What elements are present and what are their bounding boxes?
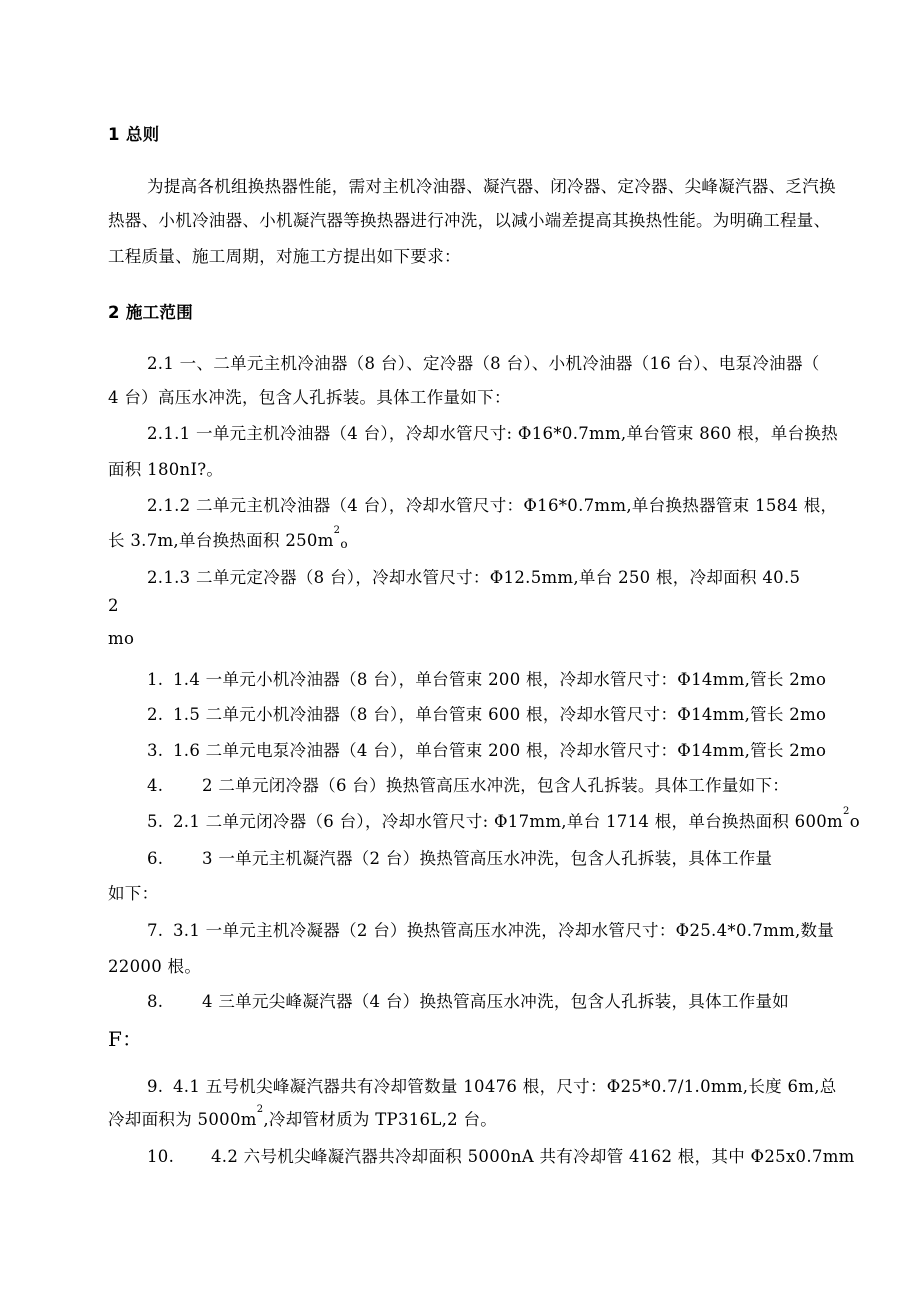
list-item: 1. 1.4 一单元小机冷油器（8 台），单台管束 200 根，冷却水管尺寸：Φ14mm,管长 2mo	[147, 670, 827, 689]
list-item-continuation: 22000 根。	[108, 957, 202, 976]
list-item: 5. 2.1 二单元闭冷器（6 台），冷却水管尺寸: Φ17mm,单台 1714 根，单台换热面积 $600m^2o$	[147, 806, 860, 831]
list-item-continuation: 冷却面积为 $5000m^2$,冷却管材质为 TP316L,2 台。	[108, 1104, 498, 1129]
paragraph-line: 热器、小机冷油器、小机凝汽器等换热器进行冲洗，以减小端差提高其换热性能。为明确工程量、	[108, 211, 831, 230]
list-item: 2. 1.5 二单元小机冷油器（8 台），单台管束 600 根，冷却水管尺寸：Φ14mm,管长 2mo	[147, 705, 827, 724]
clause-2-1-3-unit: mo	[108, 629, 135, 648]
clause-2-1-1-line: 2.1.1 一单元主机冷油器（4 台），冷却水管尺寸: Φ16*0.7mm,单台管束 860 根，单台换热	[147, 424, 838, 443]
clause-2-1-3-superscript: 2	[108, 596, 119, 615]
list-item: 3. 1.6 二单元电泵冷油器（4 台），单台管束 200 根，冷却水管尺寸：Φ14mm,管长 2mo	[147, 741, 827, 760]
clause-2-1-line: 2.1 一、二单元主机冷油器（8 台）、定冷器（8 台）、小机冷油器（16 台）、电泵冷油器（	[147, 354, 820, 373]
paragraph-line: 为提高各机组换热器性能，需对主机冷油器、凝汽器、闭冷器、定冷器、尖峰凝汽器、乏汽换	[147, 177, 836, 196]
clause-2-1-3-line: 2.1.3 二单元定冷器（8 台），冷却水管尺寸：Φ12.5mm,单台 250 根，冷却面积 40.5	[147, 568, 801, 587]
list-item: 4. 2 二单元闭冷器（6 台）换热管高压水冲洗，包含人孔拆装。具体工作量如下：	[147, 776, 790, 795]
list-item: 10. 4.2 六号机尖峰凝汽器共冷却面积 5000nA 共有冷却管 4162 根，其中 Φ25x0.7mm	[147, 1147, 855, 1166]
list-item: 8. 4 三单元尖峰凝汽器（4 台）换热管高压水冲洗，包含人孔拆装，具体工作量如	[147, 992, 790, 1011]
clause-2-1-1-line: 面积 180nI?。	[108, 460, 224, 479]
list-item: 6. 3 一单元主机凝汽器（2 台）换热管高压水冲洗，包含人孔拆装，具体工作量	[147, 849, 773, 868]
clause-2-1-2-line: 2.1.2 二单元主机冷油器（4 台），冷却水管尺寸：Φ16*0.7mm,单台换热器管束 1584 根，	[147, 496, 838, 515]
paragraph-line: 工程质量、施工周期，对施工方提出如下要求：	[108, 247, 461, 266]
list-item-continuation: F：	[108, 1027, 143, 1051]
list-item-continuation: 如下：	[108, 884, 159, 903]
list-item: 9. 4.1 五号机尖峰凝汽器共有冷却管数量 10476 根，尺寸：Φ25*0.7/1.0mm,长度 6m,总	[147, 1077, 837, 1096]
clause-2-1-line: 4 台）高压水冲洗，包含人孔拆装。具体工作量如下：	[108, 388, 511, 407]
heading-scope: 2 施工范围	[108, 303, 194, 322]
heading-general: 1 总则	[108, 125, 160, 144]
clause-2-1-2-line: 长 3.7m,单台换热面积 $250m^2o$	[108, 525, 348, 551]
list-item: 7. 3.1 一单元主机冷凝器（2 台）换热管高压水冲洗，冷却水管尺寸：Φ25.4*0.7mm,数量	[147, 921, 835, 940]
